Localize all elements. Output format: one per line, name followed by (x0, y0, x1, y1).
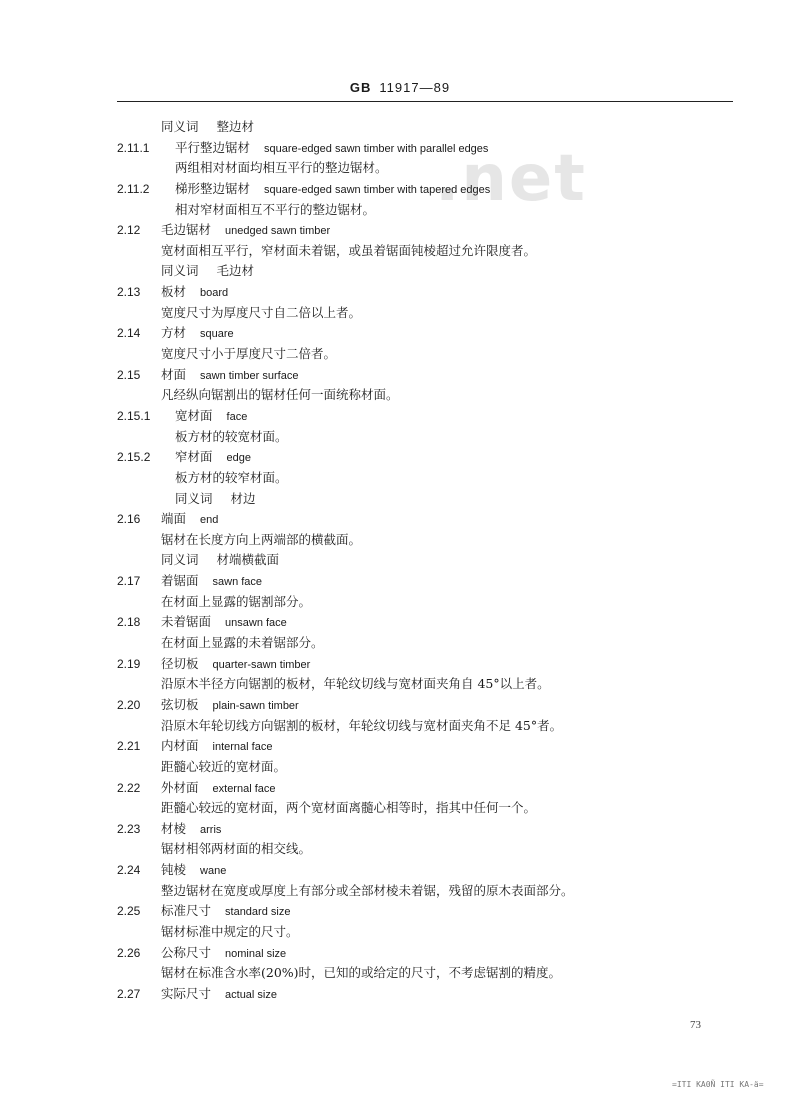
term-english: sawn timber surface (200, 369, 299, 382)
term-number: 2.24 (117, 863, 141, 878)
document-body (0, 117, 800, 1005)
synonym (161, 261, 254, 282)
term-english: square-edged sawn timber with tapered edges (264, 183, 491, 196)
term-number: 2.11.2 (117, 181, 150, 196)
term-label (175, 406, 247, 428)
term-chinese: 径切板 (161, 655, 199, 671)
synonym-label: 同义词 (161, 263, 199, 279)
term-chinese: 外材面 (161, 779, 199, 795)
term-english: unedged sawn timber (225, 225, 331, 238)
term-english: square-edged sawn timber with parallel edges (264, 142, 489, 155)
term-chinese: 弦切板 (161, 696, 199, 712)
term-english: plain-sawn timber (212, 699, 299, 712)
term-number: 2.21 (117, 739, 141, 754)
term-label (161, 984, 277, 1006)
synonym-line (0, 489, 800, 510)
term-chinese: 板材 (161, 284, 187, 300)
term-number: 2.18 (117, 615, 141, 630)
term-english: square (200, 328, 234, 341)
term-entry (0, 282, 800, 303)
synonym-label: 同义词 (175, 490, 213, 506)
definition-line (0, 963, 800, 984)
synonym (175, 489, 256, 510)
term-entry (0, 138, 800, 159)
term-label (161, 509, 218, 531)
definition-line (0, 922, 800, 943)
synonym-value: 材端横截面 (216, 552, 280, 568)
definition-text: 锯材在标准含水率(20%)时，已知的或给定的尺寸，不考虑锯割的精度。 (161, 965, 562, 981)
page-number: 73 (690, 1019, 701, 1031)
term-label (161, 695, 299, 717)
term-label (161, 819, 221, 841)
term-number: 2.12 (117, 223, 141, 238)
term-english: wane (200, 865, 227, 878)
term-english: internal face (212, 741, 273, 754)
term-chinese: 窄材面 (175, 449, 213, 465)
synonym-value: 材边 (230, 490, 256, 506)
term-chinese: 平行整边锯材 (175, 139, 251, 155)
term-number: 2.15.2 (117, 450, 151, 465)
standard-number: 11917—89 (379, 80, 451, 95)
term-english: nominal size (225, 947, 287, 960)
term-number: 2.22 (117, 780, 141, 795)
definition-line (0, 303, 800, 324)
term-chinese: 端面 (161, 511, 187, 527)
term-label (161, 612, 287, 634)
term-number: 2.27 (117, 986, 141, 1001)
term-number: 2.25 (117, 904, 141, 919)
term-chinese: 标准尺寸 (161, 903, 212, 919)
term-label (161, 736, 272, 758)
term-label (175, 179, 490, 201)
definition-line (0, 798, 800, 819)
term-label (175, 138, 488, 160)
synonym (161, 117, 254, 138)
term-label (161, 778, 276, 800)
synonym-value: 整边材 (216, 119, 255, 134)
term-chinese: 方材 (161, 325, 187, 341)
term-chinese: 材面 (161, 366, 187, 382)
definition-line (0, 674, 800, 695)
definition-text: 沿原木年轮切线方向锯割的板材，年轮纹切线与宽材面夹角不足 45°者。 (161, 717, 563, 733)
term-number: 2.13 (117, 285, 141, 300)
term-number: 2.23 (117, 821, 141, 836)
term-number: 2.26 (117, 945, 141, 960)
term-label (161, 323, 234, 345)
term-entry (0, 984, 800, 1005)
definition-text: 在材面上显露的未着锯部分。 (161, 635, 324, 651)
term-english: arris (200, 823, 222, 836)
definition-text: 锯材标准中规定的尺寸。 (161, 923, 299, 939)
synonym-value: 毛边材 (216, 263, 255, 279)
definition-line (0, 200, 800, 221)
term-number: 2.11.1 (117, 140, 150, 155)
definition-text: 距髓心较远的宽材面，两个宽材面离髓心相等时，指其中任何一个。 (161, 800, 537, 816)
term-label (161, 571, 262, 593)
watermark-text: .net (435, 142, 587, 216)
definition-text: 沿原木半径方向锯割的板材，年轮纹切线与宽材面夹角自 45°以上者。 (161, 676, 550, 692)
term-label (175, 447, 251, 469)
definition-text: 凡经纵向锯割出的锯材任何一面统称材面。 (161, 387, 399, 403)
term-entry (0, 819, 800, 840)
definition-text: 锯材在长度方向上两端部的横截面。 (161, 531, 362, 547)
term-chinese: 未着锯面 (161, 614, 212, 630)
definition-line (0, 592, 800, 613)
synonym-label: 同义词 (161, 119, 199, 134)
term-english: face (226, 410, 248, 423)
term-entry (0, 365, 800, 386)
term-label (161, 220, 330, 242)
term-english: board (200, 287, 229, 300)
term-number: 2.16 (117, 512, 141, 527)
term-entry (0, 736, 800, 757)
term-entry (0, 571, 800, 592)
term-entry (0, 901, 800, 922)
definition-text: 整边锯材在宽度或厚度上有部分或全部材棱未着锯，残留的原木表面部分。 (161, 882, 574, 898)
term-chinese: 着锯面 (161, 573, 199, 589)
term-english: standard size (225, 906, 291, 919)
term-entry (0, 447, 800, 468)
synonym-line (0, 261, 800, 282)
definition-text: 宽度尺寸为厚度尺寸自二倍以上者。 (161, 304, 362, 320)
definition-text: 两组相对材面均相互平行的整边锯材。 (175, 160, 388, 176)
term-label (161, 654, 310, 676)
definition-line (0, 757, 800, 778)
term-chinese: 内材面 (161, 738, 199, 754)
definition-line (0, 881, 800, 902)
definition-line (0, 839, 800, 860)
definition-line (0, 344, 800, 365)
definition-line (0, 241, 800, 262)
term-entry (0, 943, 800, 964)
term-chinese: 实际尺寸 (161, 985, 212, 1001)
synonym (161, 550, 279, 571)
definition-text: 板方材的较窄材面。 (175, 469, 288, 485)
definition-text: 距髓心较近的宽材面。 (161, 758, 287, 774)
definition-text: 宽材面相互平行，窄材面未着锯，或虽着锯面钝棱超过允许限度者。 (161, 242, 537, 258)
definition-line (0, 158, 800, 179)
term-english: unsawn face (225, 617, 287, 630)
standard-prefix: GB (349, 80, 372, 95)
term-english: edge (226, 452, 251, 465)
term-entry (0, 220, 800, 241)
definition-line (0, 468, 800, 489)
term-label (161, 860, 226, 882)
term-english: sawn face (212, 576, 263, 589)
term-label (161, 943, 286, 965)
term-entry (0, 509, 800, 530)
term-english: quarter-sawn timber (212, 658, 311, 671)
definition-text: 相对窄材面相互不平行的整边锯材。 (175, 201, 376, 217)
term-chinese: 钝棱 (161, 862, 187, 878)
definition-line (0, 716, 800, 737)
term-chinese: 毛边锯材 (161, 222, 212, 238)
synonym-label: 同义词 (161, 552, 199, 568)
definition-text: 宽度尺寸小于厚度尺寸二倍者。 (161, 346, 337, 362)
synonym-line (0, 550, 800, 571)
term-entry (0, 612, 800, 633)
header-rule (117, 101, 733, 102)
term-entry (0, 654, 800, 675)
synonym-line (0, 117, 800, 138)
term-number: 2.14 (117, 326, 141, 341)
term-chinese: 公称尺寸 (161, 944, 212, 960)
term-entry (0, 860, 800, 881)
term-number: 2.19 (117, 656, 141, 671)
term-number: 2.17 (117, 574, 141, 589)
definition-text: 锯材相邻两材面的相交线。 (161, 841, 312, 857)
term-entry (0, 323, 800, 344)
term-label (161, 901, 290, 923)
term-entry (0, 406, 800, 427)
term-entry (0, 695, 800, 716)
term-chinese: 材棱 (161, 820, 187, 836)
footer-mark: =ITI KA0Ñ ITI KA-ä= (672, 1080, 764, 1089)
definition-line (0, 530, 800, 551)
term-entry (0, 778, 800, 799)
term-english: end (200, 514, 219, 527)
definition-line (0, 427, 800, 448)
term-label (161, 365, 298, 387)
term-number: 2.20 (117, 697, 141, 712)
term-number: 2.15 (117, 367, 141, 382)
term-chinese: 梯形整边锯材 (175, 180, 251, 196)
term-english: external face (212, 782, 276, 795)
definition-line (0, 633, 800, 654)
page-header (0, 80, 800, 95)
term-entry (0, 179, 800, 200)
term-label (161, 282, 228, 304)
term-number: 2.15.1 (117, 408, 151, 423)
definition-text: 在材面上显露的锯割部分。 (161, 593, 312, 609)
term-chinese: 宽材面 (175, 407, 213, 423)
definition-text: 板方材的较宽材面。 (175, 428, 288, 444)
definition-line (0, 385, 800, 406)
term-english: actual size (225, 988, 277, 1001)
